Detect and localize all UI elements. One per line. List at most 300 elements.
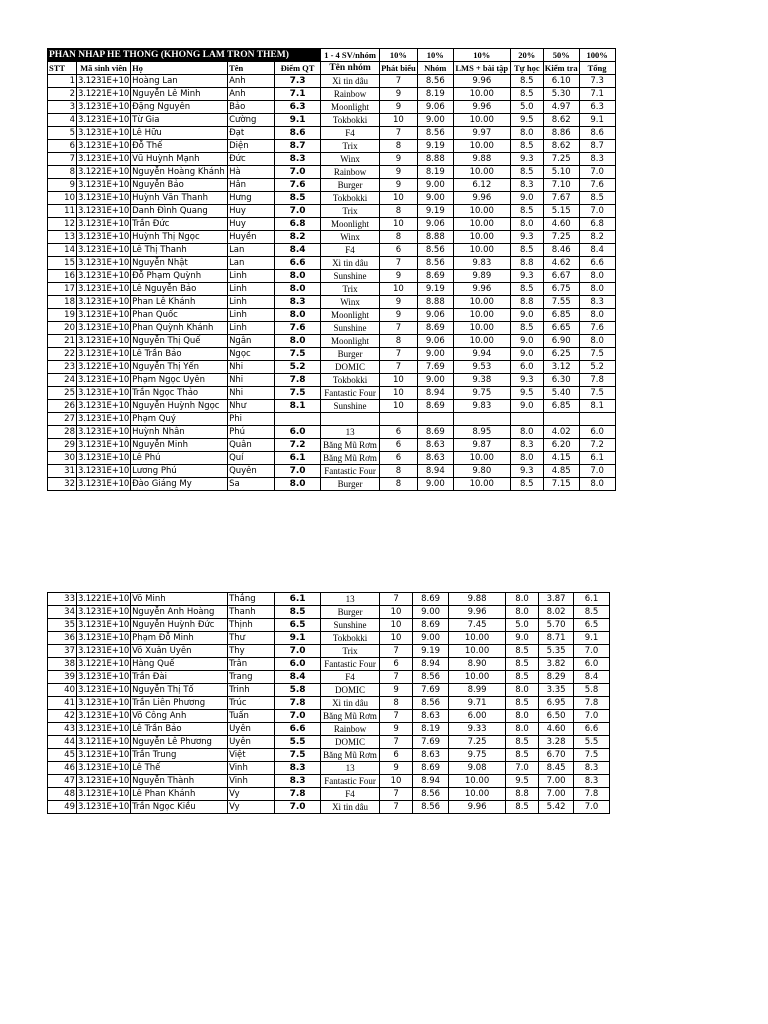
participation-cell: 8: [380, 478, 418, 491]
given-name-cell: Huy: [228, 218, 275, 231]
group-name-cell: DOMIC: [321, 684, 380, 697]
given-name-cell: Quân: [228, 439, 275, 452]
participation-cell: 10: [380, 374, 418, 387]
test-score-cell: 3.82: [539, 658, 574, 671]
student-id-cell: 3.1231E+10: [78, 388, 130, 398]
given-name-cell: Anh: [228, 88, 275, 101]
stt-cell: 30: [48, 452, 77, 465]
stt-cell: 42: [48, 710, 77, 723]
col-header-phat-bieu: Phát biểu: [381, 63, 416, 73]
given-name-cell: Quyên: [228, 465, 275, 478]
table-row: [48, 296, 616, 309]
group-name-cell: Winx: [321, 231, 380, 244]
table-row: [48, 697, 610, 710]
surname-cell: Trần Đài: [131, 671, 228, 684]
process-score-cell: 6.1: [275, 452, 321, 465]
table-row: [48, 179, 616, 192]
given-name-cell: Uyên: [228, 723, 275, 736]
test-score-cell: 7.25: [543, 231, 579, 244]
group-score-cell: 8.63: [417, 452, 453, 465]
table-row: [48, 426, 616, 439]
stt-cell: 36: [48, 632, 77, 645]
given-name-cell: Vy: [228, 788, 275, 801]
process-score-cell: 7.0: [275, 801, 321, 814]
lms-score-cell: 9.88: [449, 593, 506, 606]
test-score-cell: 8.62: [543, 114, 579, 127]
participation-cell: 10: [380, 218, 418, 231]
process-score-cell: 7.5: [275, 749, 321, 762]
total-cell: 8.5: [574, 606, 610, 619]
process-score-cell: 6.0: [275, 426, 321, 439]
stt-cell: 14: [48, 244, 77, 257]
col-header-kiem-tra: Kiểm tra: [544, 63, 578, 73]
student-id-cell: 3.1231E+10: [78, 763, 130, 773]
table-row: [48, 335, 616, 348]
lms-score-cell: 7.25: [449, 736, 506, 749]
table-row: [48, 75, 616, 88]
given-name-cell: Hưng: [228, 192, 275, 205]
group-name-cell: Trix: [321, 283, 380, 296]
test-score-cell: 7.25: [543, 153, 579, 166]
group-score-cell: 7.69: [413, 736, 449, 749]
student-id-cell: 3.1231E+10: [78, 427, 130, 437]
lms-score-cell: 8.95: [453, 426, 510, 439]
table-row: [48, 231, 616, 244]
participation-cell: 9: [380, 684, 413, 697]
participation-cell: 6: [380, 452, 418, 465]
self-study-cell: 5.0: [506, 619, 539, 632]
surname-cell: Đỗ Thế: [131, 140, 228, 153]
surname-cell: Lê Thế: [131, 762, 228, 775]
table-row: [48, 322, 616, 335]
group-name-cell: DOMIC: [321, 361, 380, 374]
surname-cell: Nguyễn Thành: [131, 775, 228, 788]
col-header-ten-nhom: Tên nhóm: [321, 62, 380, 75]
group-name-cell: Băng Mũ Rơm: [321, 452, 380, 465]
lms-score-cell: 9.71: [449, 697, 506, 710]
stt-cell: 35: [48, 619, 77, 632]
group-name-cell: Burger: [321, 478, 380, 491]
table-row: [48, 348, 616, 361]
given-name-cell: Bảo: [228, 101, 275, 114]
participation-cell: 8: [380, 465, 418, 478]
surname-cell: Hàng Quế: [131, 658, 228, 671]
participation-cell: 10: [380, 606, 413, 619]
participation-cell: [380, 413, 418, 426]
table-row: [48, 684, 610, 697]
lms-score-cell: 9.80: [453, 465, 510, 478]
lms-score-cell: 10.00: [453, 114, 510, 127]
process-score-cell: 8.0: [275, 283, 321, 296]
test-score-cell: 8.02: [539, 606, 574, 619]
group-score-cell: 9.06: [417, 218, 453, 231]
given-name-cell: Lan: [228, 257, 275, 270]
group-name-cell: Tokbokki: [321, 374, 380, 387]
total-cell: 7.2: [579, 439, 615, 452]
lms-score-cell: 9.97: [453, 127, 510, 140]
process-score-cell: 7.8: [275, 697, 321, 710]
table-row: [48, 413, 616, 426]
student-id-cell: 3.1231E+10: [78, 245, 130, 255]
participation-cell: 6: [380, 658, 413, 671]
process-score-cell: 6.6: [275, 257, 321, 270]
given-name-cell: Như: [228, 400, 275, 413]
stt-cell: 5: [48, 127, 77, 140]
table-row: [48, 619, 610, 632]
group-score-cell: 8.69: [417, 322, 453, 335]
lms-score-cell: 10.00: [453, 88, 510, 101]
student-id-cell: 3.1231E+10: [78, 440, 130, 450]
group-score-cell: 8.56: [413, 671, 449, 684]
process-score-cell: 7.0: [275, 465, 321, 478]
group-name-cell: 13: [321, 593, 380, 606]
table-row: [48, 788, 610, 801]
stt-cell: 46: [48, 762, 77, 775]
process-score-cell: 6.8: [275, 218, 321, 231]
stt-cell: 19: [48, 309, 77, 322]
group-name-cell: Sunshine: [321, 270, 380, 283]
self-study-cell: 8.8: [506, 788, 539, 801]
self-study-cell: 8.5: [510, 75, 543, 88]
lms-score-cell: 10.00: [449, 775, 506, 788]
table-row: [48, 658, 610, 671]
surname-cell: Võ Xuân Uyên: [131, 645, 228, 658]
group-score-cell: 8.56: [413, 697, 449, 710]
student-id-cell: 3.1231E+10: [78, 724, 130, 734]
table-row: [48, 166, 616, 179]
student-id-cell: 3.1231E+10: [78, 414, 130, 424]
grade-sheet-page-1: [47, 48, 616, 491]
table-row: [48, 710, 610, 723]
surname-cell: Vũ Huỳnh Mạnh: [131, 153, 228, 166]
total-cell: 6.6: [579, 257, 615, 270]
surname-cell: Nguyễn Huỳnh Ngọc: [131, 400, 228, 413]
given-name-cell: Linh: [228, 309, 275, 322]
surname-cell: Từ Gia: [131, 114, 228, 127]
total-cell: 8.4: [579, 244, 615, 257]
process-score-cell: 5.5: [275, 736, 321, 749]
lms-score-cell: 9.87: [453, 439, 510, 452]
surname-cell: Nguyễn Thị Yến: [131, 361, 228, 374]
stt-cell: 2: [48, 88, 77, 101]
self-study-cell: 8.5: [506, 801, 539, 814]
table-row: [48, 153, 616, 166]
process-score-cell: 7.1: [275, 88, 321, 101]
group-name-cell: Fantastic Four: [321, 387, 380, 400]
test-score-cell: 6.70: [539, 749, 574, 762]
group-name-cell: Tokbokki: [321, 192, 380, 205]
process-score-cell: 8.3: [275, 775, 321, 788]
participation-cell: 9: [380, 309, 418, 322]
table-row: [48, 218, 616, 231]
stt-cell: 13: [48, 231, 77, 244]
student-id-cell: 3.1231E+10: [78, 802, 130, 812]
group-name-cell: Sunshine: [321, 322, 380, 335]
total-cell: 5.2: [579, 361, 615, 374]
table-row: [48, 439, 616, 452]
test-score-cell: 8.86: [543, 127, 579, 140]
group-score-cell: 8.94: [413, 658, 449, 671]
given-name-cell: Trúc: [228, 697, 275, 710]
table-row: [48, 127, 616, 140]
group-score-cell: 9.00: [417, 179, 453, 192]
total-cell: 6.0: [574, 658, 610, 671]
self-study-cell: 8.5: [510, 478, 543, 491]
weight-lms: 10%: [453, 49, 510, 62]
given-name-cell: Đức: [228, 153, 275, 166]
total-cell: 8.3: [579, 296, 615, 309]
participation-cell: 7: [380, 75, 418, 88]
process-score-cell: 8.3: [275, 296, 321, 309]
total-cell: 8.0: [579, 283, 615, 296]
self-study-cell: 8.3: [510, 439, 543, 452]
self-study-cell: 9.0: [510, 192, 543, 205]
process-score-cell: 7.2: [275, 439, 321, 452]
self-study-cell: 8.0: [506, 606, 539, 619]
participation-cell: 7: [380, 348, 418, 361]
stt-cell: 7: [48, 153, 77, 166]
test-score-cell: 4.62: [543, 257, 579, 270]
total-cell: 8.4: [574, 671, 610, 684]
given-name-cell: Vy: [228, 801, 275, 814]
given-name-cell: Thanh: [228, 606, 275, 619]
total-cell: 8.3: [574, 762, 610, 775]
test-score-cell: 4.60: [543, 218, 579, 231]
given-name-cell: Thư: [228, 632, 275, 645]
process-score-cell: 8.0: [275, 309, 321, 322]
surname-cell: Phạm Ngọc Uyên: [131, 374, 228, 387]
given-name-cell: Nhi: [228, 387, 275, 400]
total-cell: 6.8: [579, 218, 615, 231]
student-id-cell: 3.1231E+10: [78, 323, 130, 333]
stt-cell: 43: [48, 723, 77, 736]
test-score-cell: 4.60: [539, 723, 574, 736]
lms-score-cell: 10.00: [449, 671, 506, 684]
stt-cell: 29: [48, 439, 77, 452]
student-id-cell: 3.1231E+10: [78, 310, 130, 320]
lms-score-cell: 9.83: [453, 400, 510, 413]
table-row: [48, 736, 610, 749]
total-cell: 8.0: [579, 270, 615, 283]
process-score-cell: 7.0: [275, 710, 321, 723]
surname-cell: Nguyễn Thị Tố: [131, 684, 228, 697]
col-header-ho: Họ: [131, 62, 228, 75]
group-name-cell: Moonlight: [321, 218, 380, 231]
test-score-cell: 5.35: [539, 645, 574, 658]
process-score-cell: 8.7: [275, 140, 321, 153]
table-row: [48, 88, 616, 101]
test-score-cell: 8.45: [539, 762, 574, 775]
test-score-cell: 7.55: [543, 296, 579, 309]
group-score-cell: 8.63: [417, 439, 453, 452]
group-score-cell: 9.00: [417, 478, 453, 491]
test-score-cell: 5.15: [543, 205, 579, 218]
total-cell: 7.0: [579, 465, 615, 478]
surname-cell: Huỳnh Nhân: [131, 426, 228, 439]
lms-score-cell: 9.88: [453, 153, 510, 166]
test-score-cell: [543, 413, 579, 426]
process-score-cell: 8.2: [275, 231, 321, 244]
total-cell: 7.0: [579, 166, 615, 179]
participation-cell: 7: [380, 801, 413, 814]
group-name-cell: Winx: [321, 153, 380, 166]
surname-cell: Võ Công Anh: [131, 710, 228, 723]
surname-cell: Lê Trần Bảo: [131, 723, 228, 736]
student-id-cell: 3.1231E+10: [78, 466, 130, 476]
group-score-cell: 8.88: [417, 231, 453, 244]
test-score-cell: 3.87: [539, 593, 574, 606]
self-study-cell: 9.3: [510, 153, 543, 166]
process-score-cell: 6.0: [275, 658, 321, 671]
participation-cell: 9: [380, 296, 418, 309]
stt-cell: 15: [48, 257, 77, 270]
stt-cell: 40: [48, 684, 77, 697]
col-header-lms: LMS + bài tập: [453, 62, 510, 75]
group-score-cell: 8.88: [417, 296, 453, 309]
stt-cell: 48: [48, 788, 77, 801]
student-id-cell: 3.1231E+10: [78, 620, 130, 630]
process-score-cell: 5.8: [275, 684, 321, 697]
participation-cell: 9: [380, 723, 413, 736]
student-id-cell: 3.1231E+10: [78, 128, 130, 138]
table-row: [48, 645, 610, 658]
self-study-cell: 9.0: [510, 309, 543, 322]
student-id-cell: 3.1231E+10: [78, 206, 130, 216]
group-score-cell: 8.56: [413, 788, 449, 801]
test-score-cell: 7.00: [539, 788, 574, 801]
stt-cell: 12: [48, 218, 77, 231]
stt-cell: 3: [48, 101, 77, 114]
group-score-cell: 9.00: [417, 192, 453, 205]
self-study-cell: 8.0: [510, 218, 543, 231]
group-name-cell: Băng Mũ Rơm: [321, 710, 380, 723]
surname-cell: Trần Ngọc Thảo: [131, 387, 228, 400]
test-score-cell: 8.71: [539, 632, 574, 645]
surname-cell: Huỳnh Thị Ngọc: [131, 231, 228, 244]
self-study-cell: 9.0: [506, 632, 539, 645]
group-score-cell: 8.56: [417, 75, 453, 88]
lms-score-cell: 9.96: [453, 192, 510, 205]
group-score-cell: 9.00: [413, 606, 449, 619]
test-score-cell: 6.85: [543, 400, 579, 413]
surname-cell: Nguyễn Lê Minh: [131, 88, 228, 101]
group-score-cell: 8.94: [417, 465, 453, 478]
given-name-cell: Nhi: [228, 374, 275, 387]
self-study-cell: 8.0: [506, 710, 539, 723]
group-score-cell: 8.69: [417, 270, 453, 283]
stt-cell: 16: [48, 270, 77, 283]
group-score-cell: 8.69: [417, 400, 453, 413]
participation-cell: 7: [380, 127, 418, 140]
test-score-cell: 3.35: [539, 684, 574, 697]
given-name-cell: Cường: [228, 114, 275, 127]
group-score-cell: 8.69: [413, 593, 449, 606]
process-score-cell: 7.0: [275, 166, 321, 179]
total-cell: 9.1: [574, 632, 610, 645]
student-id-cell: 3.1221E+10: [78, 659, 130, 669]
surname-cell: Trần Liên Phương: [131, 697, 228, 710]
given-name-cell: Uyên: [228, 736, 275, 749]
group-name-cell: Rainbow: [321, 166, 380, 179]
student-id-cell: 3.1231E+10: [78, 336, 130, 346]
lms-score-cell: 9.08: [449, 762, 506, 775]
total-cell: 8.0: [579, 309, 615, 322]
participation-cell: 6: [380, 244, 418, 257]
total-cell: 8.2: [579, 231, 615, 244]
process-score-cell: 7.3: [275, 75, 321, 88]
table-row: [48, 361, 616, 374]
total-cell: 7.8: [579, 374, 615, 387]
total-cell: 7.3: [579, 75, 615, 88]
group-score-cell: 8.69: [417, 426, 453, 439]
stt-cell: 27: [48, 413, 77, 426]
given-name-cell: Hà: [228, 166, 275, 179]
stt-cell: 34: [48, 606, 77, 619]
process-score-cell: [275, 413, 321, 426]
col-header-stt: STT: [48, 62, 77, 75]
table-row: [48, 775, 610, 788]
self-study-cell: 9.5: [510, 114, 543, 127]
process-score-cell: 7.6: [275, 179, 321, 192]
group-score-cell: 8.69: [413, 619, 449, 632]
test-score-cell: 6.10: [543, 75, 579, 88]
process-score-cell: 8.4: [275, 244, 321, 257]
process-score-cell: 8.3: [275, 153, 321, 166]
group-score-cell: 9.00: [417, 348, 453, 361]
surname-cell: Lương Phú: [131, 465, 228, 478]
participation-cell: 10: [380, 114, 418, 127]
process-score-cell: 8.0: [275, 478, 321, 491]
group-name-cell: Rainbow: [321, 88, 380, 101]
table-row: [48, 283, 616, 296]
participation-cell: 8: [380, 140, 418, 153]
group-name-cell: Băng Mũ Rơm: [321, 749, 380, 762]
group-name-cell: Burger: [321, 348, 380, 361]
participation-cell: 9: [380, 166, 418, 179]
process-score-cell: 8.5: [275, 192, 321, 205]
surname-cell: Nguyễn Lê Phương: [131, 736, 228, 749]
process-score-cell: 7.0: [275, 205, 321, 218]
student-id-cell: 3.1231E+10: [78, 193, 130, 203]
col-header-tong: Tổng: [579, 62, 615, 75]
given-name-cell: Phi: [228, 413, 275, 426]
table-row: [48, 801, 610, 814]
surname-cell: Nguyễn Hoàng Khánh: [131, 166, 228, 179]
given-name-cell: Huyền: [228, 231, 275, 244]
stt-cell: 6: [48, 140, 77, 153]
table-row: [48, 593, 610, 606]
process-score-cell: 8.1: [275, 400, 321, 413]
surname-cell: Lê Trần Bảo: [131, 348, 228, 361]
test-score-cell: 8.46: [543, 244, 579, 257]
total-cell: 5.5: [574, 736, 610, 749]
total-cell: 6.0: [579, 426, 615, 439]
group-name-cell: Trix: [321, 140, 380, 153]
self-study-cell: 9.3: [510, 270, 543, 283]
process-score-cell: 7.6: [275, 322, 321, 335]
self-study-cell: 9.0: [510, 400, 543, 413]
given-name-cell: Vinh: [228, 775, 275, 788]
self-study-cell: 8.5: [506, 645, 539, 658]
self-study-cell: 8.5: [510, 283, 543, 296]
total-cell: 7.0: [574, 710, 610, 723]
student-id-cell: 3.1231E+10: [78, 284, 130, 294]
group-name-cell: Burger: [321, 606, 380, 619]
stt-cell: 28: [48, 426, 77, 439]
total-cell: 8.0: [579, 335, 615, 348]
lms-score-cell: 10.00: [453, 218, 510, 231]
participation-cell: 10: [380, 283, 418, 296]
